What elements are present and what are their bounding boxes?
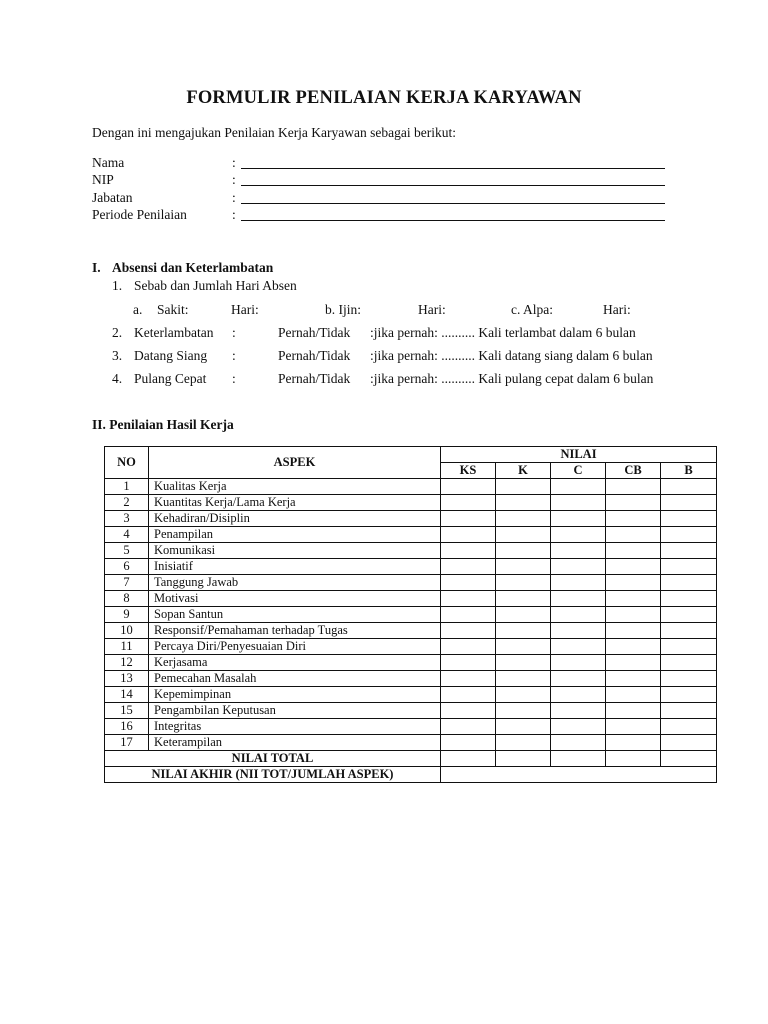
nilai-total-row [105, 751, 717, 767]
grade-cell[interactable] [661, 655, 717, 671]
grade-cell[interactable] [496, 575, 551, 591]
row-number: 16 [105, 719, 149, 735]
item-colon: : [232, 348, 236, 363]
sub-sakit-label: Sakit: [157, 302, 189, 317]
item-label: Keterlambatan [134, 325, 214, 340]
grade-cell[interactable] [496, 527, 551, 543]
item-colon: : [232, 325, 236, 340]
row-aspek: Kerjasama [149, 655, 441, 671]
grade-cell[interactable] [661, 591, 717, 607]
field-colon: : [232, 207, 236, 222]
grade-cell[interactable] [441, 639, 496, 655]
grade-cell[interactable] [441, 703, 496, 719]
grade-cell[interactable] [661, 575, 717, 591]
grade-cell[interactable] [661, 495, 717, 511]
row-aspek: Kepemimpinan [149, 687, 441, 703]
sub-a-letter: a. [133, 302, 143, 317]
grade-cell[interactable] [496, 687, 551, 703]
grade-cell[interactable] [661, 623, 717, 639]
item-detail: :jika pernah: .......... Kali terlambat dalam 6 bulan [370, 325, 636, 340]
grade-cell[interactable] [496, 495, 551, 511]
sub-ijin-label: b. Ijin: [325, 302, 361, 317]
grade-cell[interactable] [551, 495, 606, 511]
grade-cell[interactable] [606, 735, 661, 751]
grade-cell[interactable] [606, 543, 661, 559]
field-label: Periode Penilaian [92, 207, 187, 222]
section-title: Penilaian Hasil Kerja [109, 417, 234, 432]
section-number: II. [92, 417, 106, 432]
grade-cell[interactable] [661, 511, 717, 527]
grade-cell[interactable] [606, 655, 661, 671]
field-label: NIP [92, 172, 114, 187]
table-row [105, 591, 717, 607]
row-number: 7 [105, 575, 149, 591]
section-heading-absensi [92, 260, 273, 276]
header-aspek: ASPEK [149, 447, 441, 479]
item-colon: : [232, 371, 236, 386]
row-number: 14 [105, 687, 149, 703]
grade-cell[interactable] [496, 703, 551, 719]
nilai-total-label: NILAI TOTAL [105, 751, 441, 767]
table-row [105, 703, 717, 719]
item-detail: :jika pernah: .......... Kali pulang cepat dalam 6 bulan [370, 371, 654, 386]
row-number: 8 [105, 591, 149, 607]
table-row [105, 623, 717, 639]
fill-line[interactable] [241, 185, 665, 186]
grade-header: CB [606, 463, 661, 479]
grade-cell[interactable] [661, 639, 717, 655]
row-aspek: Kuantitas Kerja/Lama Kerja [149, 495, 441, 511]
item-detail: :jika pernah: .......... Kali datang siang dalam 6 bulan [370, 348, 653, 363]
grade-cell[interactable] [661, 671, 717, 687]
item-number: 2. [112, 325, 123, 340]
row-aspek: Percaya Diri/Penyesuaian Diri [149, 639, 441, 655]
header-no: NO [105, 447, 149, 479]
item-number: 4. [112, 371, 123, 386]
grade-cell[interactable] [496, 623, 551, 639]
grade-cell[interactable] [661, 687, 717, 703]
section-heading-hasil-kerja [92, 417, 234, 433]
grade-cell[interactable] [606, 495, 661, 511]
grade-cell[interactable] [606, 527, 661, 543]
item-number: 3. [112, 348, 123, 363]
row-number: 12 [105, 655, 149, 671]
field-nama[interactable] [92, 155, 672, 173]
grade-cell[interactable] [551, 575, 606, 591]
table-row [105, 495, 717, 511]
grade-cell[interactable] [606, 559, 661, 575]
grade-cell[interactable] [441, 591, 496, 607]
grade-cell[interactable] [661, 703, 717, 719]
table-row [105, 655, 717, 671]
grade-cell[interactable] [606, 703, 661, 719]
grade-cell[interactable] [606, 687, 661, 703]
row-number: 1 [105, 479, 149, 495]
grade-cell[interactable] [496, 479, 551, 495]
grade-cell[interactable] [496, 719, 551, 735]
total-cell[interactable] [551, 751, 606, 767]
table-row [105, 607, 717, 623]
field-nip[interactable] [92, 172, 672, 190]
row-aspek: Tanggung Jawab [149, 575, 441, 591]
grade-cell[interactable] [606, 719, 661, 735]
item-label: Pulang Cepat [134, 371, 207, 386]
table-row [105, 671, 717, 687]
row-aspek: Pemecahan Masalah [149, 671, 441, 687]
grade-cell[interactable] [551, 719, 606, 735]
field-jabatan[interactable] [92, 190, 672, 208]
row-aspek: Kualitas Kerja [149, 479, 441, 495]
grade-cell[interactable] [441, 655, 496, 671]
grade-cell[interactable] [441, 479, 496, 495]
item-number: 1. [112, 278, 123, 293]
item-choice[interactable]: Pernah/Tidak [278, 325, 351, 340]
table-row [105, 511, 717, 527]
field-label: Jabatan [92, 190, 133, 205]
grade-cell[interactable] [551, 479, 606, 495]
item-choice[interactable]: Pernah/Tidak [278, 371, 351, 386]
grade-cell[interactable] [606, 575, 661, 591]
grade-cell[interactable] [441, 607, 496, 623]
table-row [105, 575, 717, 591]
grade-cell[interactable] [441, 495, 496, 511]
table-row [105, 479, 717, 495]
fill-line[interactable] [241, 220, 665, 221]
fill-line[interactable] [241, 203, 665, 204]
grade-cell[interactable] [496, 655, 551, 671]
grade-cell[interactable] [551, 623, 606, 639]
grade-cell[interactable] [551, 703, 606, 719]
total-cell[interactable] [496, 751, 551, 767]
row-number: 13 [105, 671, 149, 687]
grade-cell[interactable] [496, 639, 551, 655]
grade-cell[interactable] [441, 511, 496, 527]
sub-hari-label: Hari: [418, 302, 446, 317]
grade-cell[interactable] [441, 527, 496, 543]
assessment-table [104, 446, 717, 783]
grade-cell[interactable] [441, 575, 496, 591]
table-row [105, 527, 717, 543]
grade-cell[interactable] [606, 511, 661, 527]
grade-cell[interactable] [551, 591, 606, 607]
row-number: 15 [105, 703, 149, 719]
grade-cell[interactable] [661, 719, 717, 735]
intro-text: Dengan ini mengajukan Penilaian Kerja Karyawan sebagai berikut: [92, 125, 456, 140]
row-aspek: Kehadiran/Disiplin [149, 511, 441, 527]
item-label: Datang Siang [134, 348, 208, 363]
total-cell[interactable] [606, 751, 661, 767]
fill-line[interactable] [241, 168, 665, 169]
sub-hari-label: Hari: [231, 302, 259, 317]
item-text: Sebab dan Jumlah Hari Absen [134, 278, 297, 293]
row-aspek: Penampilan [149, 527, 441, 543]
grade-cell[interactable] [551, 655, 606, 671]
grade-cell[interactable] [661, 479, 717, 495]
row-number: 11 [105, 639, 149, 655]
grade-cell[interactable] [496, 511, 551, 527]
row-aspek: Keterampilan [149, 735, 441, 751]
row-aspek: Motivasi [149, 591, 441, 607]
field-colon: : [232, 155, 236, 170]
grade-header: KS [441, 463, 496, 479]
grade-cell[interactable] [441, 623, 496, 639]
grade-cell[interactable] [551, 687, 606, 703]
grade-cell[interactable] [606, 479, 661, 495]
form-title: FORMULIR PENILAIAN KERJA KARYAWAN [186, 88, 582, 108]
grade-cell[interactable] [551, 639, 606, 655]
grade-cell[interactable] [551, 559, 606, 575]
grade-cell[interactable] [606, 607, 661, 623]
field-colon: : [232, 190, 236, 205]
nilai-akhir-row [105, 767, 717, 783]
grade-header: K [496, 463, 551, 479]
table-row [105, 735, 717, 751]
total-cell[interactable] [661, 751, 717, 767]
table-row [105, 559, 717, 575]
grade-cell[interactable] [441, 687, 496, 703]
table-row [105, 543, 717, 559]
field-periode-penilaian[interactable] [92, 207, 672, 225]
grade-cell[interactable] [661, 735, 717, 751]
nilai-akhir-cell[interactable] [441, 767, 717, 783]
grade-cell[interactable] [496, 735, 551, 751]
sub-hari-label: Hari: [603, 302, 631, 317]
grade-cell[interactable] [496, 607, 551, 623]
grade-cell[interactable] [441, 719, 496, 735]
grade-cell[interactable] [661, 559, 717, 575]
header-nilai: NILAI [441, 447, 717, 463]
grade-cell[interactable] [606, 623, 661, 639]
field-colon: : [232, 172, 236, 187]
grade-cell[interactable] [496, 543, 551, 559]
grade-cell[interactable] [496, 591, 551, 607]
grade-cell[interactable] [441, 543, 496, 559]
row-aspek: Inisiatif [149, 559, 441, 575]
section-title: Absensi dan Keterlambatan [112, 260, 274, 275]
row-number: 6 [105, 559, 149, 575]
row-number: 10 [105, 623, 149, 639]
row-aspek: Integritas [149, 719, 441, 735]
grade-cell[interactable] [551, 543, 606, 559]
row-number: 9 [105, 607, 149, 623]
grade-cell[interactable] [661, 527, 717, 543]
table-row [105, 639, 717, 655]
row-aspek: Sopan Santun [149, 607, 441, 623]
item-choice[interactable]: Pernah/Tidak [278, 348, 351, 363]
grade-cell[interactable] [551, 735, 606, 751]
grade-header: B [661, 463, 717, 479]
row-number: 4 [105, 527, 149, 543]
total-cell[interactable] [441, 751, 496, 767]
aspect-rows [105, 479, 717, 783]
grade-cell[interactable] [496, 559, 551, 575]
grade-cell[interactable] [551, 527, 606, 543]
row-number: 5 [105, 543, 149, 559]
grade-cell[interactable] [551, 607, 606, 623]
row-aspek: Komunikasi [149, 543, 441, 559]
row-number: 2 [105, 495, 149, 511]
grade-cell[interactable] [551, 511, 606, 527]
grade-cell[interactable] [441, 671, 496, 687]
row-number: 17 [105, 735, 149, 751]
row-aspek: Pengambilan Keputusan [149, 703, 441, 719]
grade-cell[interactable] [606, 639, 661, 655]
sub-alpa-label: c. Alpa: [511, 302, 553, 317]
grade-cell[interactable] [606, 591, 661, 607]
grade-cell[interactable] [606, 671, 661, 687]
grade-header: C [551, 463, 606, 479]
grade-cell[interactable] [551, 671, 606, 687]
grade-cell[interactable] [661, 543, 717, 559]
grade-cell[interactable] [496, 671, 551, 687]
table-row [105, 687, 717, 703]
field-label: Nama [92, 155, 125, 170]
grade-cell[interactable] [441, 735, 496, 751]
row-aspek: Responsif/Pemahaman terhadap Tugas [149, 623, 441, 639]
grade-cell[interactable] [661, 607, 717, 623]
section-number: I. [92, 260, 101, 275]
row-number: 3 [105, 511, 149, 527]
table-row [105, 719, 717, 735]
grade-cell[interactable] [441, 559, 496, 575]
nilai-akhir-label: NILAI AKHIR (NII TOT/JUMLAH ASPEK) [105, 767, 441, 783]
